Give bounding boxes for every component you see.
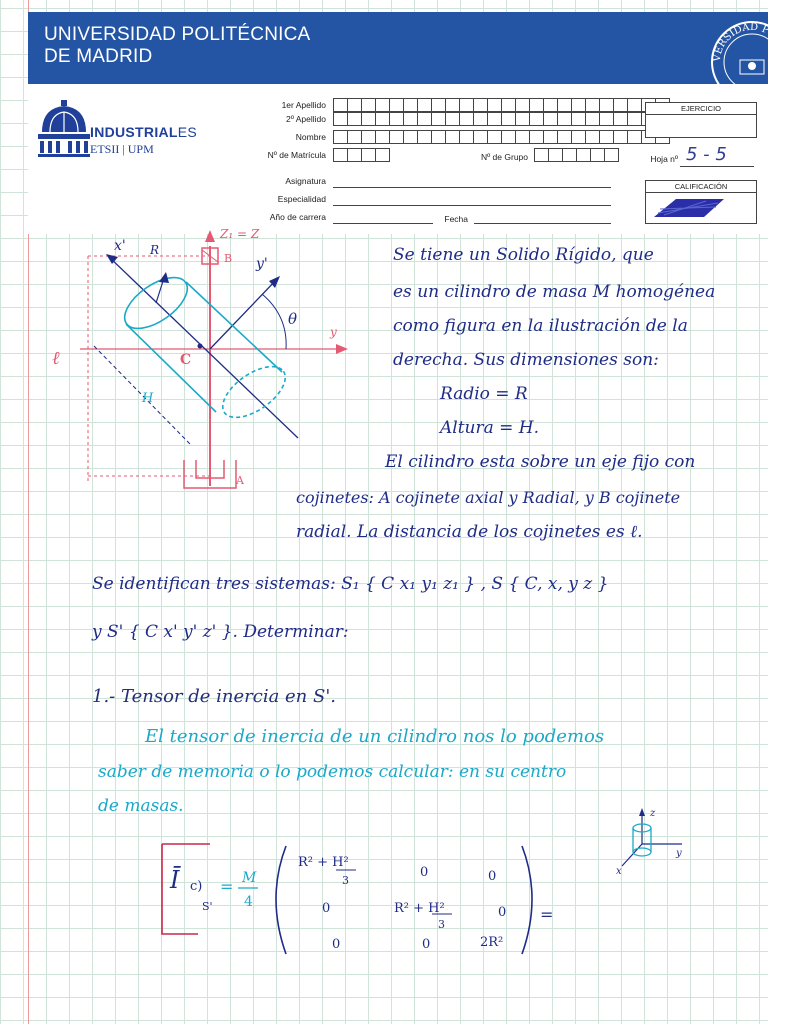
note-line-1: Se tiene un Solido Rígido, que xyxy=(393,245,654,265)
apellido1-boxes[interactable] xyxy=(333,98,669,112)
matrix-a31: 0 xyxy=(332,937,341,952)
university-line-1: UNIVERSIDAD POLITÉCNICA xyxy=(44,24,311,45)
theta-label: θ xyxy=(288,310,298,328)
fecha-label: Fecha xyxy=(444,214,468,224)
hoja-label: Hoja nº xyxy=(650,154,678,164)
asignatura-label: Asignatura xyxy=(285,176,326,186)
mini-axes-sketch xyxy=(612,804,690,876)
grupo-label: Nº de Grupo xyxy=(480,152,528,162)
center-c-label: C xyxy=(180,352,192,368)
university-line-2: DE MADRID xyxy=(44,46,153,67)
apellido2-label: 2º Apellido xyxy=(286,114,326,124)
note-line-4: derecha. Sus dimensiones son: xyxy=(393,350,659,370)
especialidad-line[interactable] xyxy=(333,205,611,206)
note-line-3: como figura en la ilustración de la xyxy=(393,316,688,336)
section-1-heading: 1.- Tensor de inercia en S'. xyxy=(92,686,336,707)
matrix-a13: 0 xyxy=(488,869,497,884)
hoja-value: 5 - 5 xyxy=(686,144,727,165)
nombre-label: Nombre xyxy=(295,132,326,142)
apellido1-label: 1er Apellido xyxy=(281,100,326,110)
bearing-a-label: A xyxy=(236,474,244,487)
height-h-label: H xyxy=(142,391,154,406)
tensor-subscript-c: c) xyxy=(190,879,203,894)
y-prime-label: y' xyxy=(256,256,268,272)
note-line-9: radial. La distancia de los cojinetes es ℓ. xyxy=(296,522,643,542)
x-prime-label: x' xyxy=(114,238,126,254)
note-line-11: y S' { C x' y' z' }. Determinar: xyxy=(92,622,349,642)
matrix-a21: 0 xyxy=(322,901,331,916)
hoja-line xyxy=(680,166,754,167)
matrix-a12: 0 xyxy=(420,865,429,880)
note-line-10: Se identifican tres sistemas: S₁ { C x₁ y₁ z₁ } , S { C, x, y z } xyxy=(92,574,609,594)
svg-text:VERSIDAD PO xyxy=(712,22,779,64)
logo-subtitle: ETSII | UPM xyxy=(90,142,154,156)
note-line-2: es un cilindro de masa M homogénea xyxy=(393,282,716,302)
equals-sign: = xyxy=(220,877,234,896)
y-axis-label: y xyxy=(330,325,337,339)
length-l-label: ℓ xyxy=(52,348,60,369)
calificacion-box[interactable] xyxy=(645,180,757,224)
tensor-subscript-s: S' xyxy=(202,900,213,913)
fraction-numerator: M xyxy=(242,870,257,886)
cylinder-diagram xyxy=(30,226,370,506)
industriales-logo-text xyxy=(90,124,197,157)
logo-brand-light: ES xyxy=(177,124,198,140)
note-line-8: cojinetes: A cojinete axial y Radial, y B cojinete xyxy=(296,488,681,507)
matrix-a11: R² + H² xyxy=(298,855,349,870)
note-line-6: Altura = H. xyxy=(440,418,540,438)
note-line-15: de masas. xyxy=(98,796,184,816)
mini-y-label: y xyxy=(676,848,682,859)
logo-brand-bold: INDUSTRIAL xyxy=(90,124,178,140)
note-line-7: El cilindro esta sobre un eje fijo con xyxy=(385,452,696,472)
fecha-line[interactable] xyxy=(474,223,611,224)
mini-z-label: z xyxy=(650,808,656,819)
seal-text: VERSIDAD PO xyxy=(711,21,779,63)
apellido2-boxes[interactable] xyxy=(333,112,669,126)
ejercicio-title: EJERCICIO xyxy=(646,103,756,115)
ejercicio-box[interactable] xyxy=(645,102,757,138)
asignatura-line[interactable] xyxy=(333,187,611,188)
tensor-symbol: Ī xyxy=(170,866,180,894)
exam-form-header xyxy=(28,84,768,234)
note-line-14: saber de memoria o lo podemos calcular: en su centro xyxy=(98,762,567,782)
trailing-equals: = xyxy=(540,905,554,924)
matricula-boxes[interactable] xyxy=(333,148,389,162)
bearing-b-label: B xyxy=(224,252,233,265)
matrix-a32: 0 xyxy=(422,937,431,952)
especialidad-label: Especialidad xyxy=(277,194,326,204)
industriales-dome-logo-icon xyxy=(36,98,92,158)
fraction-denominator: 4 xyxy=(244,894,253,910)
matrix-a11-den: 3 xyxy=(342,874,349,887)
university-name xyxy=(44,24,310,68)
anio-label: Año de carrera xyxy=(269,212,326,222)
calificacion-title: CALIFICACIÓN xyxy=(646,181,756,193)
matrix-a22: R² + H² xyxy=(394,901,445,916)
matrix-a33: 2R² xyxy=(480,935,504,950)
z-axis-label: Z₁ = Z xyxy=(220,227,260,241)
grade-scribble-icon xyxy=(646,193,756,223)
radius-label: R xyxy=(150,243,160,257)
nombre-boxes[interactable] xyxy=(333,130,669,144)
matrix-a23: 0 xyxy=(498,905,507,920)
inertia-tensor-formula xyxy=(150,836,610,966)
matricula-label: Nº de Matrícula xyxy=(267,150,326,160)
matrix-a22-den: 3 xyxy=(438,918,445,931)
header-banner xyxy=(28,12,779,84)
note-line-13: El tensor de inercia de un cilindro nos lo podemos xyxy=(145,726,605,747)
mini-x-label: x xyxy=(616,866,622,877)
note-line-5: Radio = R xyxy=(440,384,528,404)
